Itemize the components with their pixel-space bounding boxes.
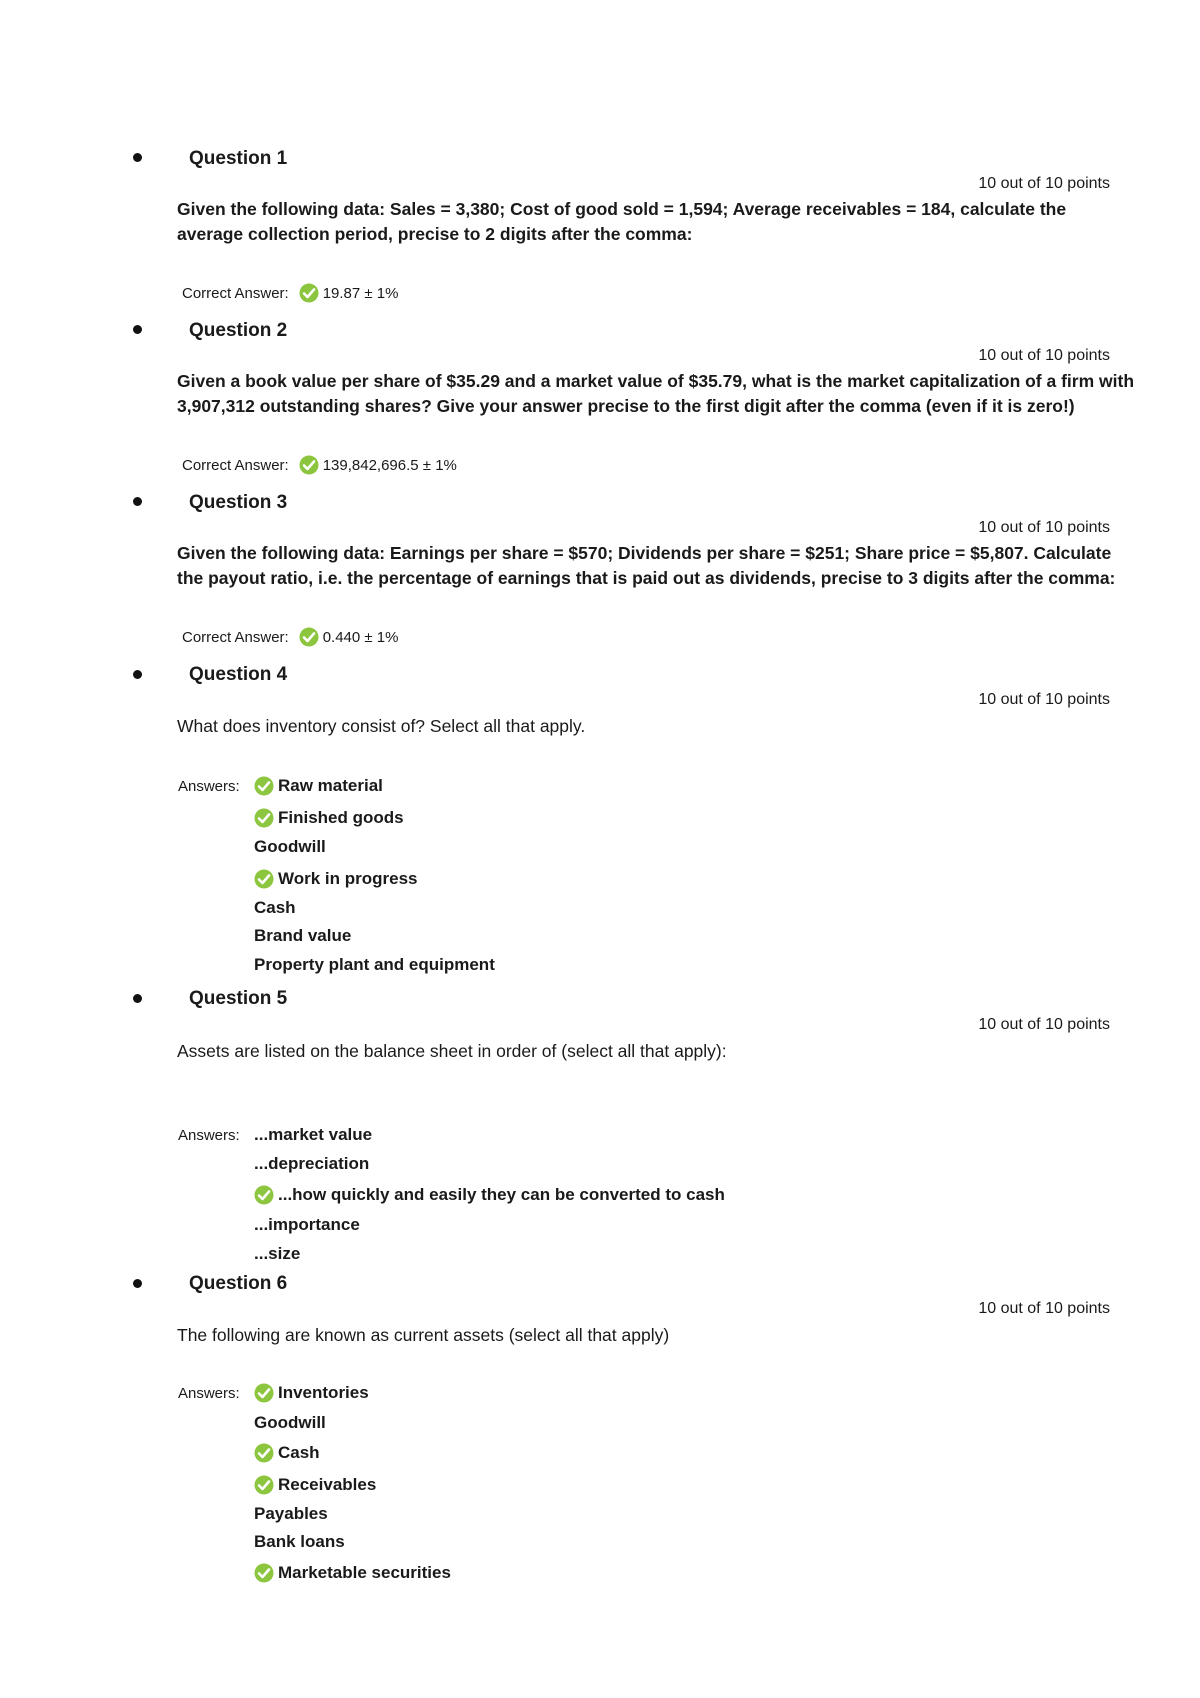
answer-item [254,773,383,799]
check-circle-icon [254,1563,274,1583]
answer-item [254,1560,451,1586]
question-title: Question 5 [189,988,288,1009]
check-circle-icon [254,776,274,796]
check-circle-icon [254,1383,274,1403]
correct-answer-row [182,455,457,475]
correct-answer-row [182,627,399,647]
answer-label: ...depreciation [254,1154,370,1173]
question-title: Question 6 [189,1273,288,1294]
answer-label: Goodwill [254,1413,326,1432]
answer-label: Payables [254,1504,328,1523]
answer-item [254,923,351,949]
answer-label: ...size [254,1244,301,1263]
answer-label: Raw material [278,776,383,795]
question-title: Question 4 [189,664,288,685]
answer-item [254,1529,345,1555]
answer-label: Bank loans [254,1532,345,1551]
bullet [133,153,142,162]
answer-label: Marketable securities [278,1563,451,1582]
answer-item [254,1122,372,1148]
question-points: 10 out of 10 points [978,519,1110,536]
answer-item [254,834,326,860]
answer-label: Inventories [278,1383,369,1402]
correct-answer-value: 19.87 ± 1% [322,284,399,302]
answer-item [254,895,296,921]
answer-label: Receivables [278,1475,377,1494]
question-title: Question 3 [189,492,288,513]
answer-item [254,1410,326,1436]
correct-answer-label: Correct Answer: [182,284,289,302]
answer-label: Work in progress [278,869,418,888]
check-circle-icon [254,1185,274,1205]
check-circle-icon [299,455,319,475]
answer-label: Cash [278,1443,320,1462]
question-text: Given the following data: Earnings per share = $570; Dividends per share = $251; Share price = $5,807. Calculate the payout ratio, i.e. the percentage of earnings that is paid out as dividends, precise to 3 digits after the comma: [177,543,1116,588]
question-points: 10 out of 10 points [978,175,1110,192]
correct-answer-label: Correct Answer: [182,628,289,646]
answer-item [254,1440,320,1466]
check-circle-icon [254,1475,274,1495]
answer-label: Property plant and equipment [254,955,495,974]
question-text: The following are known as current assets (select all that apply) [177,1325,670,1345]
question-points: 10 out of 10 points [978,691,1110,708]
correct-answer-value: 0.440 ± 1% [322,628,399,646]
answer-label: Brand value [254,926,352,945]
answer-label: ...market value [254,1125,373,1144]
bullet [133,1279,142,1288]
answer-label: ...how quickly and easily they can be converted to cash [278,1185,725,1204]
answer-label: ...importance [254,1215,360,1234]
question-title: Question 2 [189,320,288,341]
answer-item [254,1472,376,1498]
check-circle-icon [299,283,319,303]
answer-item [254,1212,360,1238]
question-text: What does inventory consist of? Select all that apply. [177,716,586,736]
answer-item [254,1241,300,1267]
question-points: 10 out of 10 points [978,1016,1110,1033]
check-circle-icon [254,808,274,828]
question-points: 10 out of 10 points [978,347,1110,364]
answer-item [254,1501,328,1527]
bullet [133,670,142,679]
correct-answer-row [182,283,399,303]
bullet [133,994,142,1003]
answer-item [254,1182,725,1208]
answers-label: Answers: [178,778,240,795]
answer-label: Goodwill [254,837,326,856]
question-title: Question 1 [189,148,288,169]
answer-item [254,805,404,831]
question-points: 10 out of 10 points [978,1300,1110,1317]
check-circle-icon [299,627,319,647]
bullet [133,325,142,334]
answer-item [254,1151,369,1177]
check-circle-icon [254,869,274,889]
question-text: Assets are listed on the balance sheet in order of (select all that apply): [177,1041,727,1061]
question-text: Given the following data: Sales = 3,380; Cost of good sold = 1,594; Average receivables = 184, calculate the average collection period, precise to 2 digits after the comma: [177,199,1067,244]
answer-label: Cash [254,898,296,917]
check-circle-icon [254,1443,274,1463]
answer-label: Finished goods [278,808,404,827]
correct-answer-value: 139,842,696.5 ± 1% [322,456,457,474]
answers-label: Answers: [178,1385,240,1402]
answer-item [254,952,495,978]
answer-item [254,866,418,892]
question-text: Given a book value per share of $35.29 and a market value of $35.79, what is the market capitalization of a firm with 3,907,312 outstanding shares? Give your answer precise to the first digit after the comma (even if it is zero!) [177,371,1135,416]
answers-label: Answers: [178,1127,240,1144]
answer-item [254,1380,369,1406]
correct-answer-label: Correct Answer: [182,456,289,474]
bullet [133,497,142,506]
